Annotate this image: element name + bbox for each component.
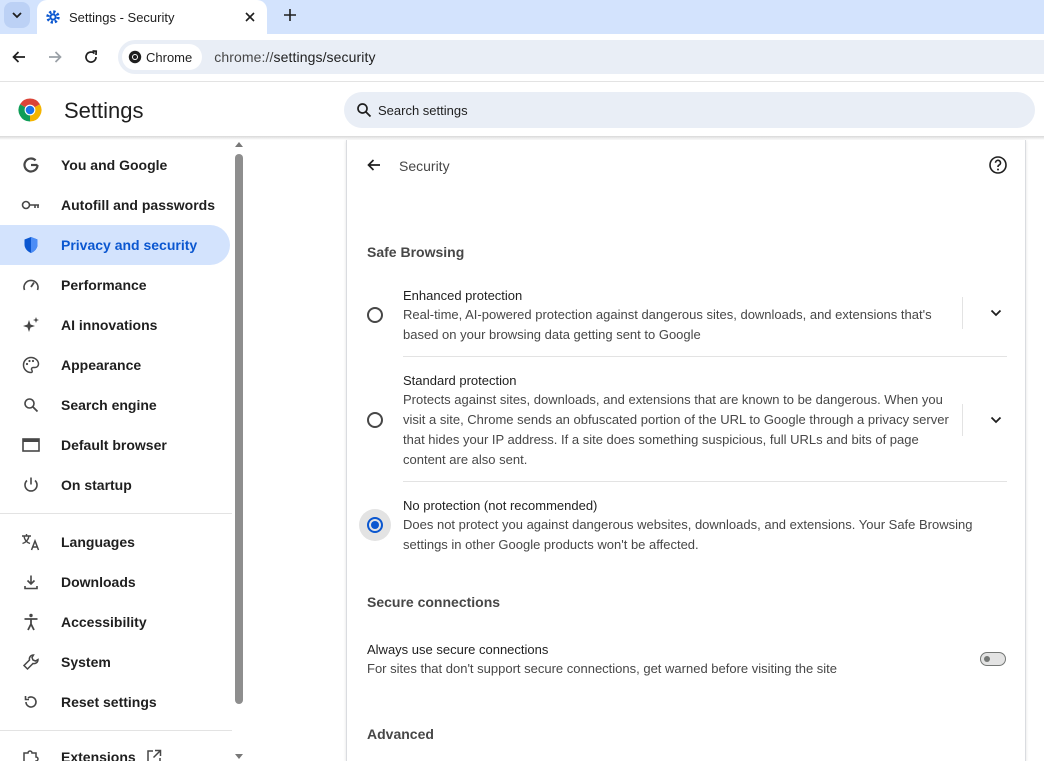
sidebar-scrollbar[interactable] — [232, 140, 246, 761]
safe-browsing-heading: Safe Browsing — [367, 244, 465, 260]
scroll-up-arrow[interactable] — [235, 142, 243, 147]
help-icon — [988, 155, 1008, 175]
secure-connections-toggle[interactable] — [980, 652, 1006, 666]
power-icon — [21, 475, 41, 495]
forward-button[interactable] — [44, 46, 66, 68]
sidebar-item-autofill[interactable] — [0, 185, 230, 225]
scroll-thumb[interactable] — [235, 154, 243, 704]
sidebar-item-default-browser[interactable] — [0, 425, 230, 465]
sidebar-divider — [0, 730, 232, 731]
option-description-line: based on your browsing data getting sent to Google — [403, 327, 701, 342]
standard-expand-button[interactable] — [986, 410, 1006, 430]
scroll-down-arrow[interactable] — [235, 754, 243, 759]
toggle-knob — [984, 656, 990, 662]
no-protection-radio[interactable] — [359, 509, 391, 541]
sidebar-item-system[interactable] — [0, 642, 230, 682]
search-placeholder: Search settings — [378, 102, 468, 118]
back-button[interactable] — [8, 46, 30, 68]
security-card — [346, 140, 1026, 761]
vertical-separator — [962, 404, 963, 436]
enhanced-protection-option[interactable] — [347, 287, 1027, 347]
browser-window-icon — [21, 435, 41, 455]
sidebar-item-accessibility[interactable] — [0, 602, 230, 642]
option-separator — [403, 481, 1007, 482]
puzzle-icon — [21, 747, 41, 761]
url-text — [214, 49, 375, 65]
option-description-line: visit a site, Chrome sends an obfuscated portion of the URL to Google through a privacy server — [403, 412, 949, 427]
option-description — [403, 515, 1003, 555]
close-icon — [245, 12, 255, 22]
sidebar-item-label: Privacy and security — [61, 237, 198, 253]
option-title: Standard protection — [403, 373, 517, 388]
option-description — [403, 305, 973, 345]
sidebar-item-label: Reset settings — [61, 694, 157, 710]
reload-icon — [83, 49, 99, 65]
sidebar-item-label: Performance — [61, 277, 147, 293]
sidebar-item-label: Appearance — [61, 357, 142, 373]
setting-title: Always use secure connections — [367, 642, 549, 657]
sidebar-item-performance[interactable] — [0, 265, 230, 305]
standard-protection-radio[interactable] — [367, 412, 383, 428]
url-path: settings/security — [273, 49, 376, 65]
sidebar-item-reset-settings[interactable] — [0, 682, 230, 722]
url-scheme: chrome:// — [214, 49, 274, 65]
site-info-chip[interactable] — [122, 44, 202, 70]
sparkle-icon — [21, 315, 41, 335]
sidebar-item-label: Extensions — [61, 749, 136, 761]
vertical-separator — [962, 297, 963, 329]
address-bar[interactable] — [118, 40, 1044, 74]
site-info-chip-label: Chrome — [146, 49, 193, 65]
speedometer-icon — [21, 275, 41, 295]
sidebar-item-label: You and Google — [61, 157, 168, 173]
sidebar-item-on-startup[interactable] — [0, 465, 230, 505]
sidebar-item-label: Autofill and passwords — [61, 197, 216, 213]
no-protection-option[interactable] — [347, 497, 1027, 557]
tab-search-button[interactable] — [4, 2, 30, 28]
close-tab-button[interactable] — [241, 8, 259, 26]
sidebar-item-label: Languages — [61, 534, 135, 550]
enhanced-protection-radio[interactable] — [367, 307, 383, 323]
option-description-line: Does not protect you against dangerous websites, downloads, and extensions. Your Safe Browsing — [403, 517, 973, 532]
sidebar — [0, 140, 232, 761]
sidebar-item-label: Downloads — [61, 574, 136, 590]
option-description-line: that hides your IP address. If a site does something suspicious, full URLs and bits of page — [403, 432, 919, 447]
help-button[interactable] — [988, 155, 1008, 175]
sidebar-item-you-and-google[interactable] — [0, 145, 230, 185]
sidebar-item-languages[interactable] — [0, 522, 230, 562]
option-description-line: Real-time, AI-powered protection against dangerous sites, downloads, and extensions that's — [403, 307, 932, 322]
page-title: Security — [399, 158, 450, 174]
search-icon — [356, 102, 372, 118]
open-in-new-icon — [146, 749, 162, 761]
download-icon — [21, 572, 41, 592]
arrow-right-icon — [47, 49, 63, 65]
sidebar-item-privacy-and-security[interactable] — [0, 225, 230, 265]
wrench-icon — [21, 652, 41, 672]
sidebar-item-label: Default browser — [61, 437, 167, 453]
option-description — [403, 390, 973, 470]
secure-connections-row[interactable] — [347, 640, 1027, 684]
chevron-down-icon — [11, 9, 23, 21]
key-icon — [21, 195, 41, 215]
reset-icon — [21, 692, 41, 712]
translate-icon — [21, 532, 41, 552]
arrow-left-icon — [366, 157, 382, 173]
search-icon — [21, 395, 41, 415]
search-settings-input[interactable] — [344, 92, 1035, 128]
chrome-logo-icon — [128, 50, 142, 64]
sidebar-item-label: AI innovations — [61, 317, 158, 333]
shield-icon — [21, 235, 41, 255]
reload-button[interactable] — [80, 46, 102, 68]
chevron-down-icon — [990, 416, 1002, 424]
plus-icon — [283, 8, 297, 22]
sidebar-item-label: Search engine — [61, 397, 157, 413]
tab-settings-security[interactable] — [37, 0, 267, 34]
chrome-logo-icon — [18, 98, 42, 122]
advanced-heading: Advanced — [367, 726, 434, 742]
enhanced-expand-button[interactable] — [986, 303, 1006, 323]
palette-icon — [21, 355, 41, 375]
sidebar-item-label: Accessibility — [61, 614, 147, 630]
radio-ring — [367, 517, 383, 533]
option-description-line: settings in other Google products won't be affected. — [403, 537, 699, 552]
option-description-line: content are also sent. — [403, 452, 528, 467]
google-g-icon — [21, 155, 41, 175]
sidebar-item-ai-innovations[interactable] — [0, 305, 230, 345]
sidebar-item-label: System — [61, 654, 111, 670]
secure-connections-heading: Secure connections — [367, 594, 501, 610]
sidebar-item-search-engine[interactable] — [0, 385, 230, 425]
setting-description: For sites that don't support secure connections, get warned before visiting the site — [367, 661, 838, 676]
sidebar-item-label: On startup — [61, 477, 132, 493]
settings-title: Settings — [64, 98, 144, 123]
accessibility-icon — [21, 612, 41, 632]
new-tab-button[interactable] — [279, 4, 301, 26]
option-title: No protection (not recommended) — [403, 498, 598, 513]
tab-title: Settings - Security — [69, 9, 175, 25]
gear-icon — [45, 9, 61, 25]
browser-toolbar — [0, 34, 1044, 80]
chevron-down-icon — [990, 309, 1002, 317]
standard-protection-option[interactable] — [347, 372, 1027, 467]
sidebar-item-extensions[interactable] — [0, 737, 230, 761]
option-description-line: Protects against sites, downloads, and extensions that are known to be dangerous. When you — [403, 392, 943, 407]
arrow-left-icon — [11, 49, 27, 65]
settings-header — [0, 81, 1044, 137]
option-separator — [403, 356, 1007, 357]
sidebar-item-downloads[interactable] — [0, 562, 230, 602]
back-button[interactable] — [363, 154, 385, 176]
tab-strip — [0, 0, 1044, 34]
option-title: Enhanced protection — [403, 288, 523, 303]
sidebar-divider — [0, 513, 232, 514]
radio-dot — [371, 521, 379, 529]
sidebar-item-appearance[interactable] — [0, 345, 230, 385]
